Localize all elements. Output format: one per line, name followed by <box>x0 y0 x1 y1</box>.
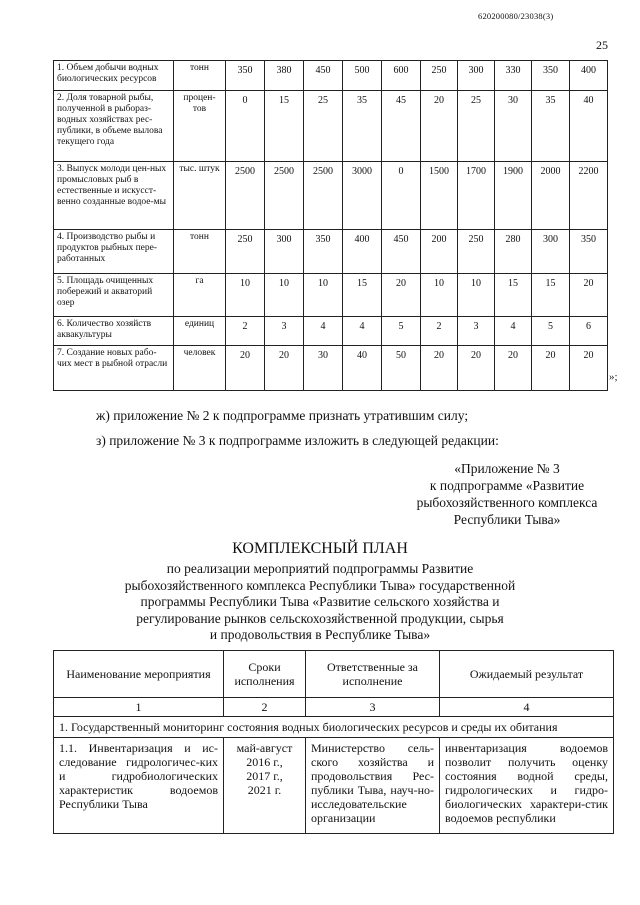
indicator-value: 0 <box>226 91 265 162</box>
indicator-value: 400 <box>570 61 608 91</box>
indicator-value: 300 <box>458 61 495 91</box>
indicator-unit: тонн <box>174 230 226 274</box>
indicator-name: 3. Выпуск молоди цен-ных промысловых рыб в естественные и искусст-венно созданные водое-мы <box>54 162 174 230</box>
indicator-value: 10 <box>421 274 458 317</box>
indicator-value: 250 <box>458 230 495 274</box>
appendix-line: Республики Тыва» <box>453 512 561 527</box>
column-number: 1 <box>54 698 224 717</box>
appendix-line: к подпрограмме «Развитие <box>429 478 585 493</box>
table-row <box>54 317 608 346</box>
indicator-unit: тыс. штук <box>174 162 226 230</box>
column-number: 4 <box>440 698 614 717</box>
table-row <box>54 61 608 91</box>
indicator-unit: человек <box>174 346 226 391</box>
indicator-value: 1500 <box>421 162 458 230</box>
table-row <box>54 230 608 274</box>
indicator-unit: процен-тов <box>174 91 226 162</box>
column-header: Наименование мероприятия <box>54 651 224 698</box>
indicator-value: 35 <box>343 91 382 162</box>
indicator-value: 3 <box>265 317 304 346</box>
indicator-value: 15 <box>495 274 532 317</box>
plan-subtitle <box>40 561 600 644</box>
table-row <box>54 91 608 162</box>
indicator-value: 30 <box>304 346 343 391</box>
indicator-value: 40 <box>343 346 382 391</box>
paragraph-zh: ж) приложение № 2 к подпрограмме признать утратившим силу; <box>96 408 469 423</box>
activity-result: инвентаризация водоемов позволит получить оценку состояния водной среды, гидрологических и гидро-биологических характери-стик водоемов республики <box>440 738 614 834</box>
indicator-value: 250 <box>421 61 458 91</box>
indicator-value: 300 <box>265 230 304 274</box>
section-row <box>54 717 614 738</box>
term-line: 2016 г., <box>246 755 283 769</box>
indicator-value: 5 <box>532 317 570 346</box>
indicator-value: 350 <box>304 230 343 274</box>
table-row <box>54 738 614 834</box>
indicator-value: 10 <box>265 274 304 317</box>
closing-quote-mark: »; <box>609 371 618 383</box>
indicator-value: 2000 <box>532 162 570 230</box>
appendix-line: рыбохозяйственного комплекса <box>416 495 598 510</box>
indicator-name: 1. Объем добычи водных биологических ресурсов <box>54 61 174 91</box>
column-header: Ответственные за исполнение <box>306 651 440 698</box>
indicator-value: 2200 <box>570 162 608 230</box>
subtitle-line: рыбохозяйственного комплекса Республики Тыва» государственной <box>124 577 516 593</box>
indicator-value: 4 <box>495 317 532 346</box>
plan-title: КОМПЛЕКСНЫЙ ПЛАН <box>232 540 408 557</box>
indicator-value: 30 <box>495 91 532 162</box>
indicator-name: 4. Производство рыбы и продуктов рыбных пере-работанных <box>54 230 174 274</box>
page-number: 25 <box>596 38 608 52</box>
indicator-value: 2 <box>421 317 458 346</box>
indicator-value: 40 <box>570 91 608 162</box>
indicator-value: 6 <box>570 317 608 346</box>
term-line: 2017 г., <box>246 769 283 783</box>
appendix-heading <box>400 460 614 528</box>
indicator-value: 500 <box>343 61 382 91</box>
indicator-value: 300 <box>532 230 570 274</box>
indicator-value: 20 <box>458 346 495 391</box>
activity-term <box>224 738 306 834</box>
subtitle-line: программы Республики Тыва «Развитие сельского хозяйства и <box>140 594 500 609</box>
indicator-value: 20 <box>570 274 608 317</box>
indicator-value: 20 <box>265 346 304 391</box>
indicator-value: 450 <box>382 230 421 274</box>
indicator-value: 35 <box>532 91 570 162</box>
indicator-value: 20 <box>532 346 570 391</box>
indicator-value: 2500 <box>304 162 343 230</box>
paragraph-z: з) приложение № 3 к подпрограмме изложить в следующей редакции: <box>96 433 499 448</box>
indicator-name: 6. Количество хозяйств аквакультуры <box>54 317 174 346</box>
indicator-value: 20 <box>226 346 265 391</box>
indicator-value: 45 <box>382 91 421 162</box>
indicator-name: 2. Доля товарной рыбы, полученной в рыбораз-водных хозяйствах рес-публики, в объеме вылова текущего года <box>54 91 174 162</box>
indicator-value: 5 <box>382 317 421 346</box>
indicator-value: 2 <box>226 317 265 346</box>
indicator-value: 25 <box>458 91 495 162</box>
indicator-value: 1900 <box>495 162 532 230</box>
column-number-row <box>54 698 614 717</box>
indicator-value: 350 <box>532 61 570 91</box>
activity-responsible: Министерство сель-ского хозяйства и продовольствия Рес-публики Тыва, науч-но-исследовательские организации <box>306 738 440 834</box>
indicator-value: 380 <box>265 61 304 91</box>
indicator-value: 10 <box>304 274 343 317</box>
indicator-value: 20 <box>570 346 608 391</box>
indicator-value: 20 <box>421 91 458 162</box>
subtitle-line: регулирование рынков сельскохозяйственной продукции, сырья <box>136 610 504 626</box>
indicator-unit: единиц <box>174 317 226 346</box>
indicator-value: 20 <box>421 346 458 391</box>
indicator-value: 20 <box>382 274 421 317</box>
indicator-value: 15 <box>532 274 570 317</box>
indicator-value: 350 <box>226 61 265 91</box>
indicator-value: 350 <box>570 230 608 274</box>
subtitle-line: и продовольствия в Республике Тыва» <box>209 627 431 642</box>
indicator-value: 15 <box>343 274 382 317</box>
term-line: 2021 г. <box>247 783 282 797</box>
indicator-value: 10 <box>458 274 495 317</box>
indicator-value: 250 <box>226 230 265 274</box>
activity-name: 1.1. Инвентаризация и ис-следование гидрологичес-ких и гидробиологических характеристик водоемов Республики Тыва <box>54 738 224 834</box>
indicator-value: 4 <box>343 317 382 346</box>
indicator-unit: га <box>174 274 226 317</box>
indicator-value: 25 <box>304 91 343 162</box>
column-header: Ожидаемый результат <box>440 651 614 698</box>
subtitle-line: по реализации мероприятий подпрограммы Развитие <box>166 561 474 576</box>
column-number: 3 <box>306 698 440 717</box>
header-row <box>54 651 614 698</box>
indicator-value: 280 <box>495 230 532 274</box>
table-row <box>54 162 608 230</box>
plan-table <box>53 650 614 834</box>
indicator-value: 450 <box>304 61 343 91</box>
indicator-value: 50 <box>382 346 421 391</box>
appendix-line: «Приложение № 3 <box>454 461 560 476</box>
indicators-table <box>53 60 608 391</box>
table-row <box>54 274 608 317</box>
indicator-unit: тонн <box>174 61 226 91</box>
indicator-value: 0 <box>382 162 421 230</box>
indicator-value: 10 <box>226 274 265 317</box>
indicator-value: 330 <box>495 61 532 91</box>
indicator-name: 7. Создание новых рабо-чих мест в рыбной отрасли <box>54 346 174 391</box>
indicator-value: 2500 <box>265 162 304 230</box>
indicator-value: 200 <box>421 230 458 274</box>
column-header: Сроки исполнения <box>224 651 306 698</box>
indicator-value: 15 <box>265 91 304 162</box>
table-row <box>54 346 608 391</box>
indicator-value: 400 <box>343 230 382 274</box>
indicator-value: 4 <box>304 317 343 346</box>
indicator-value: 600 <box>382 61 421 91</box>
indicator-value: 3000 <box>343 162 382 230</box>
document-number: 620200080/23038(3) <box>478 11 554 21</box>
indicator-value: 3 <box>458 317 495 346</box>
section-heading: 1. Государственный мониторинг состояния водных биологических ресурсов и среды их обитания <box>54 717 614 738</box>
indicator-name: 5. Площадь очищенных побережий и акваторий озер <box>54 274 174 317</box>
term-line: май-август <box>236 741 293 755</box>
indicator-value: 1700 <box>458 162 495 230</box>
indicator-value: 20 <box>495 346 532 391</box>
column-number: 2 <box>224 698 306 717</box>
indicator-value: 2500 <box>226 162 265 230</box>
